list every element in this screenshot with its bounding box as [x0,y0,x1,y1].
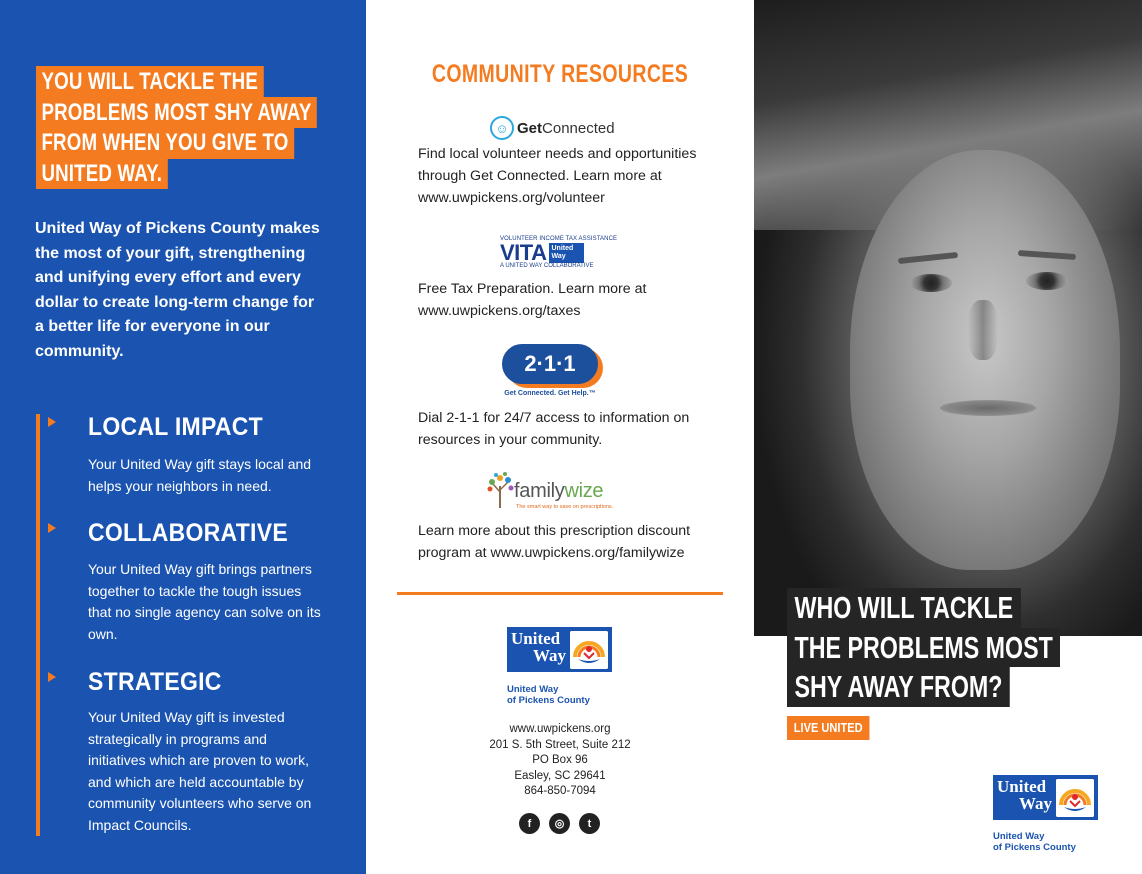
contact-city: Easley, SC 29641 [514,769,606,782]
photo-eye [910,274,952,292]
united-way-caption [507,684,590,706]
gc-logo-prefix: Get [517,119,543,137]
vita-top-text: VOLUNTEER INCOME TAX ASSISTANCE [500,236,618,242]
community-resources-title: COMMUNITY RESOURCES [431,60,689,88]
photo-brow [898,252,958,264]
section-body: Your United Way gift brings partners together to tackle the tough issues that no single agency can solve on its own. [88,561,321,642]
headline-line: FROM WHEN YOU GIVE TO [36,127,294,159]
section-accent-bar [36,414,40,836]
united-way-emblem-icon [570,631,608,669]
uw-caption-1: United Way [993,831,1045,842]
cover-photo [754,0,1142,636]
get-connected-logo [490,116,615,140]
section-body: Your United Way gift stays local and helps your neighbors in need. [88,456,312,494]
contact-website[interactable]: www.uwpickens.org [509,723,611,735]
two-one-one-text: Dial 2-1-1 for 24/7 access to information on resources in your community. [418,410,690,448]
middle-panel [366,0,754,874]
uw-word-2: Way [1019,794,1053,813]
united-way-emblem-icon [1056,779,1094,817]
get-connected-text: Find local volunteer needs and opportunities through Get Connected. Learn more at www.uwpickens.org/volunteer [418,146,697,206]
vita-logo [500,236,618,274]
left-panel [0,0,366,874]
united-way-logo [507,627,612,672]
arrow-icon [48,417,56,427]
instagram-icon[interactable]: ◎ [549,813,570,834]
live-united-badge: LIVE UNITED [787,716,869,740]
photo-mouth [940,400,1036,416]
headline-line: UNITED WAY. [36,158,168,190]
fw-word-a: family [514,480,565,502]
vita-word: VITA [500,240,547,265]
section-title: LOCAL IMPACT [88,413,263,441]
photo-eye [1026,272,1068,290]
tree-icon [486,472,516,508]
gc-logo-suffix: Connected [542,119,615,137]
familywize-logo [486,472,626,514]
arrow-icon [48,523,56,533]
headline-line: YOU WILL TACKLE THE [36,66,263,98]
intro-paragraph: United Way of Pickens County makes the most of your gift, strengthening and unifying every effort and every dollar to create long-term change for a better life for everyone in our community. [35,220,320,360]
social-links [519,813,600,834]
section-body: Your United Way gift is invested strategically in programs and initiatives which are proven to work, and which are held accountable by community volunteers who serve on Impact Councils. [88,709,312,833]
two-one-one-logo [502,344,606,402]
uw-caption-2: of Pickens County [993,842,1076,853]
uw-word-1: United [511,629,561,648]
photo-brow [1018,250,1076,260]
contact-address: 201 S. 5th Street, Suite 212 [489,738,631,751]
contact-block [366,722,754,800]
familywize-tagline: The smart way to save on prescriptions. [516,504,614,510]
vita-text: Free Tax Preparation. Learn more at www.uwpickens.org/taxes [418,281,647,319]
uw-word-1: United [997,777,1047,796]
uw-caption-2: of Pickens County [507,695,590,706]
two-one-one-number: 2·1·1 [502,344,598,384]
fw-word-b: wize [564,480,604,502]
familywize-text: Learn more about this prescription discount program at www.uwpickens.org/familywize [418,523,691,561]
section-title: STRATEGIC [88,668,222,696]
uw-caption-1: United Way [507,684,559,695]
photo-nose [968,300,998,360]
two-one-one-tagline: Get Connected. Get Help.™ [504,390,596,397]
facebook-icon[interactable]: f [519,813,540,834]
arrow-icon [48,672,56,682]
section-title: COLLABORATIVE [88,519,288,547]
twitter-icon[interactable]: t [579,813,600,834]
vita-bottom-text: A UNITED WAY COLLABORATIVE [500,263,594,269]
cover-headline-line: SHY AWAY FROM? [787,667,1010,707]
cover-headline [787,588,1142,707]
united-way-caption-cover [993,831,1076,853]
divider [397,592,723,595]
person-icon: ☺ [490,116,514,140]
photo-face [850,150,1120,570]
vita-uw-mark: United Way [549,243,584,263]
uw-word-2: Way [533,646,567,665]
contact-po-box: PO Box 96 [532,754,588,767]
cover-headline-line: WHO WILL TACKLE [787,588,1021,628]
contact-phone: 864-850-7094 [524,785,596,798]
united-way-logo-cover [993,775,1098,820]
left-headline [36,66,316,188]
headline-line: PROBLEMS MOST SHY AWAY [36,97,317,129]
cover-headline-line: THE PROBLEMS MOST [787,628,1060,668]
